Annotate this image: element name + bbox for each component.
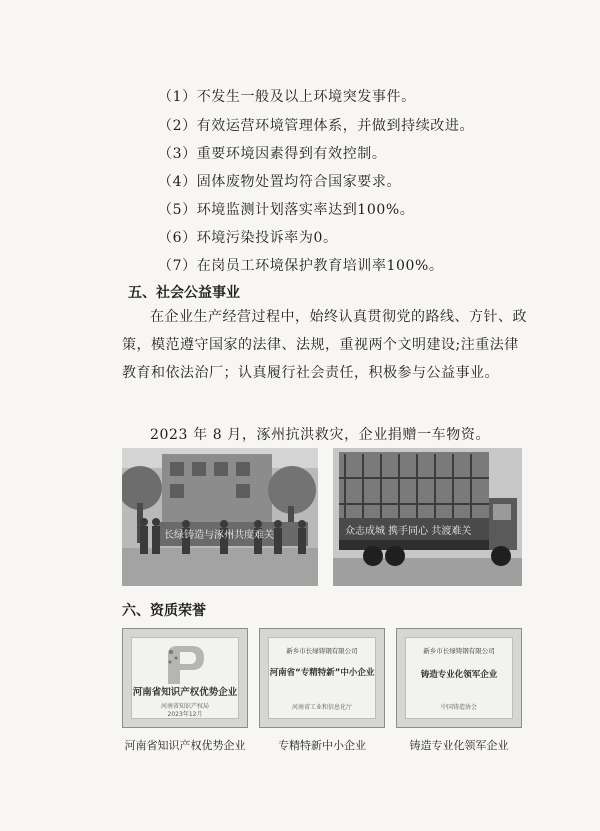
certificate-specialized-sme	[259, 628, 385, 728]
target-item-3: （3）重要环境因素得到有效控制。	[158, 146, 387, 162]
cert-3-issuer: 中国铸造协会	[440, 704, 477, 711]
section-heading-public-welfare: 五、社会公益事业	[128, 285, 240, 301]
left-photo-banner-text: 长绿铸造与涿州共度难关	[164, 530, 274, 541]
public-welfare-paragraph: 在企业生产经营过程中，始终认真贯彻党的路线、方针、政策，模范遵守国家的法律、法规，重视两个文明建设;注重法律教育和依法治厂；认真履行社会责任，积极参与公益事业。	[122, 309, 527, 381]
cert-3-company: 新乡市长绿铸钢有限公司	[423, 647, 495, 655]
cert-2-title: 河南省“专精特新”中小企业	[269, 668, 375, 678]
cert-2-company: 新乡市长绿铸钢有限公司	[286, 647, 358, 655]
certificate-ip-advantage	[122, 628, 248, 728]
certificate-foundry-leader	[396, 628, 522, 728]
target-item-4: （4）固体废物处置均符合国家要求。	[158, 174, 402, 190]
cert-1-title: 河南省知识产权优势企业	[132, 687, 238, 698]
ip-logo-icon	[162, 644, 212, 686]
donation-group-photo	[122, 448, 318, 586]
target-item-7: （7）在岗员工环境保护教育培训率100%。	[158, 258, 444, 274]
cert-1-date: 2023年12月	[167, 711, 203, 718]
cert-2-caption: 专精特新中小企业	[278, 739, 366, 752]
target-item-5: （5）环境监测计划落实率达到100%。	[158, 202, 415, 218]
donation-truck-photo	[333, 448, 522, 586]
target-item-1: （1）不发生一般及以上环境突发事件。	[158, 89, 416, 105]
section-heading-honors: 六、资质荣誉	[122, 603, 206, 619]
cert-3-title: 铸造专业化领军企业	[420, 670, 498, 680]
cert-2-issuer: 河南省工业和信息化厅	[291, 704, 352, 711]
target-item-2: （2）有效运营环境管理体系，并做到持续改进。	[158, 118, 475, 134]
cert-3-caption: 铸造专业化领军企业	[409, 739, 509, 752]
donation-sentence: 2023 年 8 月，涿州抗洪救灾，企业捐赠一车物资。	[150, 427, 491, 443]
cert-1-caption: 河南省知识产权优势企业	[124, 739, 246, 752]
right-photo-banner-text: 众志成城 携手同心 共渡难关	[345, 526, 472, 537]
cert-1-issuer: 河南省知识产权局	[160, 703, 209, 710]
target-item-6: （6）环境污染投诉率为0。	[158, 230, 338, 246]
